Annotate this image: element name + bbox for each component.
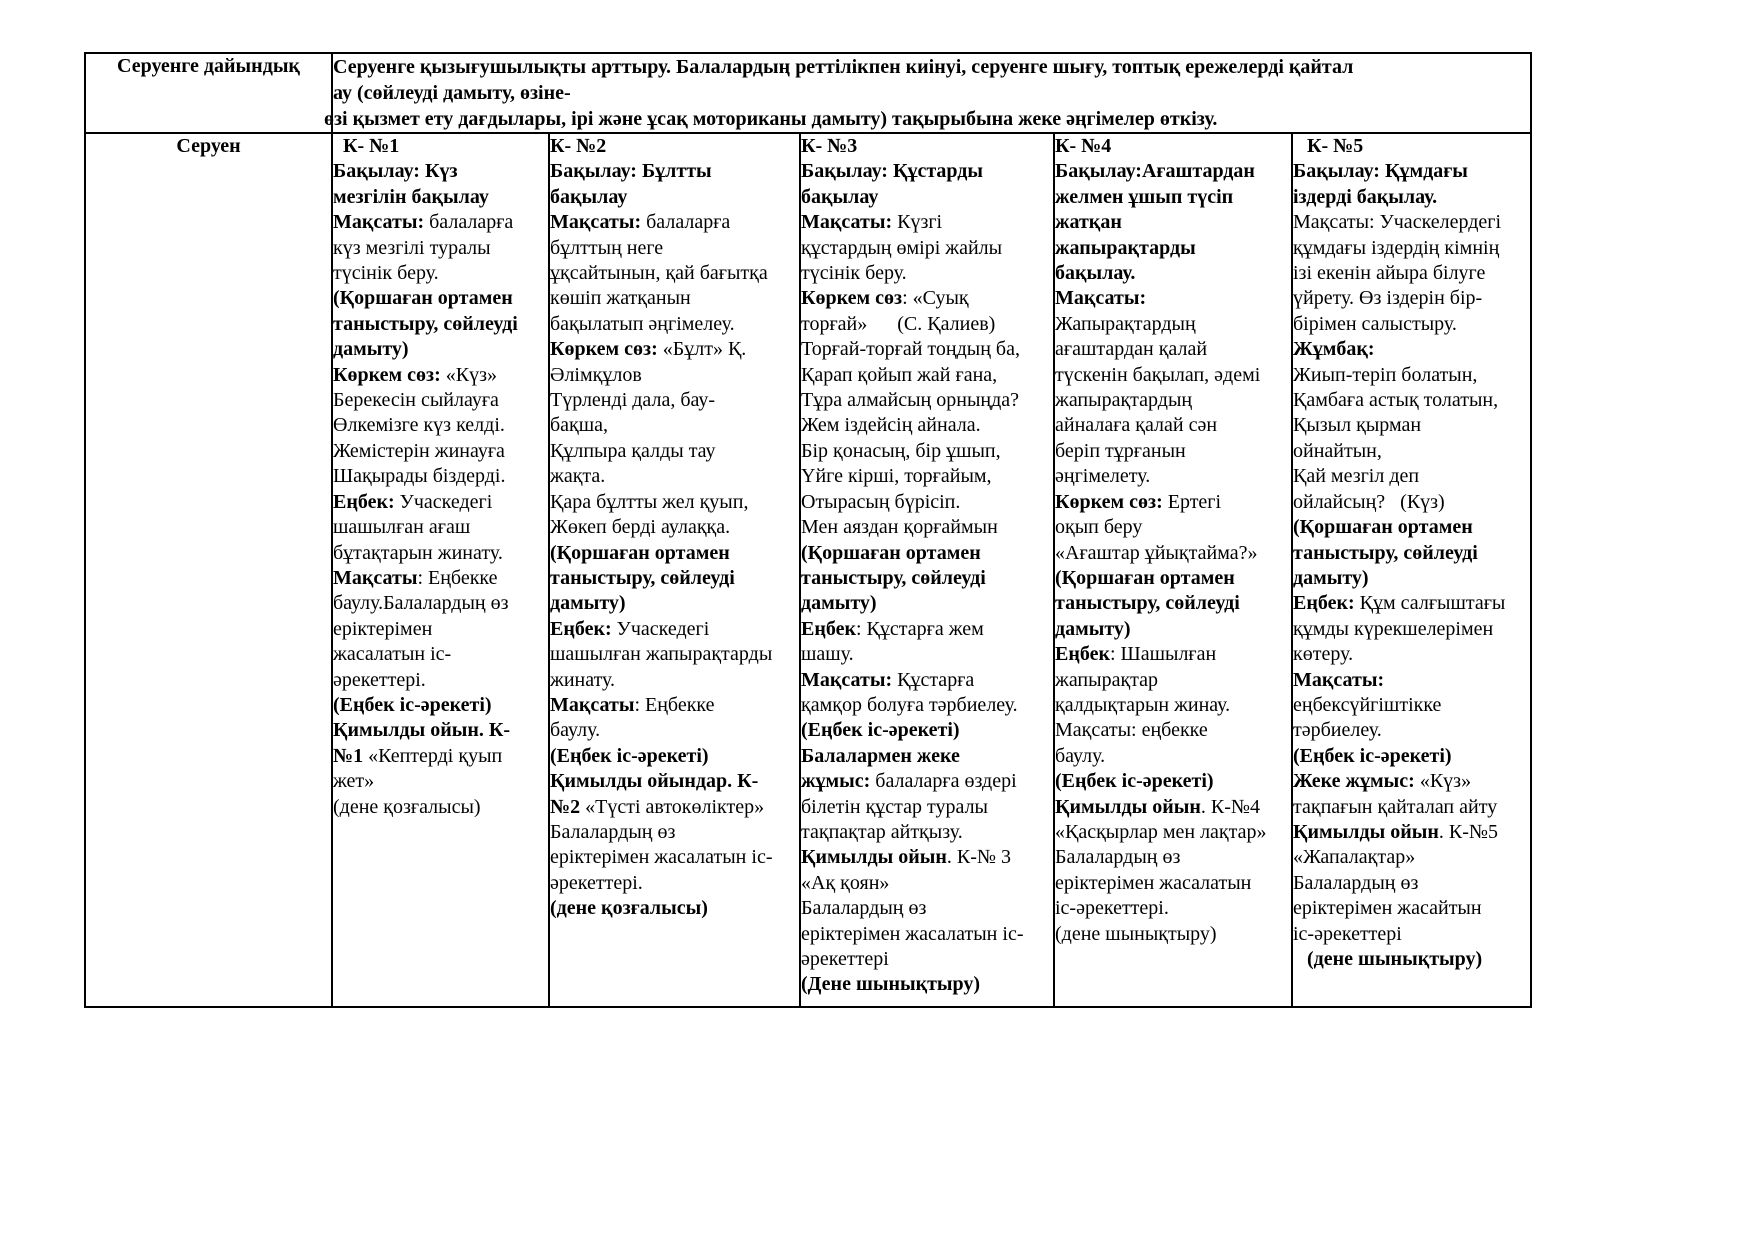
walk-preparation-row xyxy=(85,53,1531,133)
poem-line: Тұра алмайсың орныңда? xyxy=(801,389,1020,412)
work-goal: әрекеттері. xyxy=(333,668,426,691)
riddle-line: ойнайтын, xyxy=(1293,439,1382,462)
work-label: Еңбек: xyxy=(333,490,395,513)
work-goal-label: Мақсаты xyxy=(333,566,418,589)
goal-text: ізі екенін айыра білуге xyxy=(1293,262,1486,285)
game-text: (дене қозғалысы) xyxy=(550,897,708,920)
observation-title: бақылау xyxy=(550,185,628,208)
area-text: таныстыру, сөйлеуді xyxy=(1055,592,1240,615)
goal-text: Мақсаты: Учаскелердегі xyxy=(1293,211,1502,234)
game-label: Қимылды ойын xyxy=(1293,820,1439,843)
work-text: бұтақтарын жинату. xyxy=(333,541,503,564)
riddle-line: Қызыл қырман xyxy=(1293,414,1422,437)
game-text: еріктерімен жасалатын іс- xyxy=(550,846,773,869)
walk-row xyxy=(85,133,1531,1007)
game-text: Балалардың өз xyxy=(550,820,676,843)
game-text: еріктерімен жасалатын xyxy=(1055,871,1252,894)
prep-line: Серуенге қызығушылықты арттыру. Балалардың реттілікпен киінуі, серуенге шығу, топтық ережелерді қайтал xyxy=(333,56,1354,78)
poem-line: Шақырады біздерді. xyxy=(333,465,506,488)
observation-title: Бақылау: Күз xyxy=(333,160,458,183)
goal-text: әңгімелету. xyxy=(1055,465,1151,488)
area-text: дамыту) xyxy=(550,592,626,615)
activity-type: (Еңбек іс-әрекеті) xyxy=(801,719,960,742)
individual-work-text: тақпақтар айтқызу. xyxy=(801,820,963,843)
work-goal: жасалатын іс- xyxy=(333,643,452,666)
goal-text: түсінік беру. xyxy=(801,262,907,285)
artistic-word-label: Көркем сөз: xyxy=(333,363,441,386)
goal-label: Мақсаты: xyxy=(1055,287,1147,310)
goal-label: Мақсаты: xyxy=(333,211,425,234)
riddle-label: Жұмбақ: xyxy=(1293,338,1375,361)
riddle-line: Қай мезгіл деп xyxy=(1293,465,1420,488)
walk-card-k1 xyxy=(332,133,549,1007)
work-goal-label: Мақсаты: xyxy=(801,668,893,691)
work-text: Еңбек: Учаскедегі xyxy=(550,617,710,640)
poem-line: Жем іздейсің айнала. xyxy=(801,414,981,437)
game-text: Қимылды ойын. К-№5 xyxy=(1293,820,1498,843)
individual-work-text: білетін құстар туралы xyxy=(801,795,988,818)
observation-title: бақылау xyxy=(801,185,879,208)
walk-card-k3 xyxy=(800,133,1054,1007)
poem-line: Жөкеп берді аулаққа. xyxy=(550,516,731,539)
work-goal: тәрбиелеу. xyxy=(1293,719,1382,742)
work-text: шашылған жапырақтарды xyxy=(550,643,773,666)
game-text: іс-әрекеттері. xyxy=(1055,897,1169,920)
poem-line: Үйге кірші, торғайым, xyxy=(801,465,992,488)
poem-line: Қара бұлтты жел қуып, xyxy=(550,490,749,513)
area-text: (Қоршаған ортамен xyxy=(1293,516,1473,539)
poem-line: Бір қонасың, бір ұшып, xyxy=(801,439,1001,462)
work-goal: Мақсаты: еңбекке xyxy=(1055,719,1208,742)
artistic-word: «Ағаштар ұйықтайма?» xyxy=(1055,541,1258,564)
work-text: жинату. xyxy=(550,668,616,691)
game-label: Қимылды ойын xyxy=(801,846,947,869)
game-text: әрекеттері xyxy=(801,948,889,970)
game-text: №1 «Кептерді қуып xyxy=(333,744,503,767)
observation-title: желмен ұшып түсіп xyxy=(1055,185,1234,208)
goal-text: бұлттың неге xyxy=(550,236,664,259)
activity-type: (Еңбек іс-әрекеті) xyxy=(1055,770,1214,793)
individual-work-text: Жеке жұмыс: «Күз» xyxy=(1293,770,1472,793)
area-text: таныстыру, сөйлеуді xyxy=(550,566,735,589)
goal-text: түсінік беру. xyxy=(333,262,439,285)
area-text: (Қоршаған ортамен xyxy=(550,541,730,564)
goal-text: Жапырақтардың xyxy=(1055,312,1196,335)
riddle-line: Қамбаға астық толатын, xyxy=(1293,389,1499,412)
poem-line: торғай» (С. Қалиев) xyxy=(801,312,996,335)
goal-text: ағаштардан қалай xyxy=(1055,338,1208,361)
game-text: «Ақ қоян» xyxy=(801,871,890,894)
poem-line: Өлкемізге күз келді. xyxy=(333,414,505,437)
work-text: Еңбек: Шашылған xyxy=(1055,643,1217,666)
poem-line: Құлпыра қалды тау xyxy=(550,439,716,462)
daily-plan-table xyxy=(84,52,1532,1008)
riddle-line: ойлайсың? (Күз) xyxy=(1293,490,1445,513)
goal-label: Мақсаты: xyxy=(801,211,893,234)
individual-work-text: жұмыс: балаларға өздері xyxy=(801,770,1017,793)
artistic-word: Көркем сөз: Ертегі xyxy=(1055,490,1222,513)
work-label: Еңбек xyxy=(801,617,856,640)
game-title: Қимылды ойындар. К- xyxy=(550,770,759,793)
area-text: (Қоршаған ортамен xyxy=(333,287,513,310)
walk-card-k4 xyxy=(1054,133,1292,1007)
goal-text: бақылатып әңгімелеу. xyxy=(550,312,735,335)
card-title: К- №1 xyxy=(343,135,400,157)
goal-text: бірімен салыстыру. xyxy=(1293,312,1457,335)
area-text: таныстыру, сөйлеуді xyxy=(801,566,986,589)
game-text: «Қасқырлар мен лақтар» xyxy=(1055,820,1267,843)
goal-text: жапырақтардың xyxy=(1055,389,1193,412)
work-goal: баулу.Балалардың өз xyxy=(333,592,509,615)
poem-line: Әлімқұлов xyxy=(550,363,642,386)
game-text: №2 «Түсті автокөліктер» xyxy=(550,795,765,818)
poem-line: Мен аяздан қорғаймын xyxy=(801,516,998,539)
observation-title: жапырақтарды xyxy=(1055,236,1196,259)
game-text: әрекеттері. xyxy=(550,871,643,894)
game-text: Балалардың өз xyxy=(1055,846,1181,869)
goal-text: түскенін бақылап, әдемі xyxy=(1055,363,1261,386)
work-label: Еңбек: xyxy=(550,617,612,640)
work-goal-label: Мақсаты xyxy=(550,693,635,716)
poem-line: Берекесін сыйлауға xyxy=(333,389,499,412)
work-label: Еңбек: xyxy=(1293,592,1355,615)
game-text: Балалардың өз xyxy=(1293,871,1419,894)
work-goal: қамқор болуға тәрбиелеу. xyxy=(801,693,1018,716)
game-text: Қимылды ойын. К-№4 xyxy=(1055,795,1260,818)
walk-preparation-label: Серуенге дайындық xyxy=(85,53,332,133)
artistic-word: оқып беру xyxy=(1055,516,1143,539)
area-text: (Қоршаған ортамен xyxy=(1055,566,1235,589)
goal-text: Мақсаты: Күзгі xyxy=(801,211,943,234)
game-text: Балалардың өз xyxy=(801,897,927,920)
observation-title: Бақылау: Бұлтты xyxy=(550,160,712,183)
work-goal: Мақсаты: Еңбекке xyxy=(550,693,715,716)
prep-line: өзі қызмет ету дағдылары, ірі және ұсақ моториканы дамыту) тақырыбына жеке әңгімелер өткізу. xyxy=(324,108,1218,130)
game-text: (дене қозғалысы) xyxy=(333,795,481,818)
goal-text: ұқсайтынын, қай бағытқа xyxy=(550,262,768,285)
goal-text: айналаға қалай сән xyxy=(1055,414,1218,437)
game-text: (дене шынықтыру) xyxy=(1055,922,1217,945)
artistic-word: Көркем сөз: «Суық xyxy=(801,287,969,310)
artistic-word: Көркем сөз: «Күз» xyxy=(333,363,497,386)
walk-label: Серуен xyxy=(85,133,332,1007)
poem-line: Қарап қойып жай ғана, xyxy=(801,363,998,386)
game-text: (дене шынықтыру) xyxy=(1307,948,1483,970)
game-text: еріктерімен жасалатын іс- xyxy=(801,922,1024,945)
poem-line: жақта. xyxy=(550,465,606,488)
activity-type: (Еңбек іс-әрекеті) xyxy=(550,744,709,767)
artistic-word-label: Көркем сөз xyxy=(801,287,903,310)
work-label: Еңбек xyxy=(1055,643,1110,666)
area-text: дамыту) xyxy=(1293,566,1369,589)
game-text: еріктерімен жасайтын xyxy=(1293,897,1482,920)
poem-line: Түрленді дала, бау- xyxy=(550,389,716,412)
work-goal: Мақсаты: Еңбекке xyxy=(333,566,498,589)
game-label: Қимылды ойын xyxy=(1055,795,1201,818)
work-text: жапырақтар xyxy=(1055,668,1159,691)
game-title: Қимылды ойын. К- xyxy=(333,719,511,742)
area-text: таныстыру, сөйлеуді xyxy=(333,312,518,335)
goal-text: Мақсаты: балаларға xyxy=(550,211,731,234)
work-text: Еңбек: Учаскедегі xyxy=(333,490,493,513)
work-goal: баулу. xyxy=(1055,744,1106,767)
area-text: таныстыру, сөйлеуді xyxy=(1293,541,1478,564)
artistic-word: Көркем сөз: «Бұлт» Қ. xyxy=(550,338,747,361)
individual-work-text: тақпағын қайталап айту xyxy=(1293,795,1498,818)
goal-text: құстардың өмірі жайлы xyxy=(801,236,1003,259)
work-goal: Мақсаты: Құстарға xyxy=(801,668,975,691)
poem-line: Отырасың бүрісіп. xyxy=(801,490,961,513)
goal-label: Мақсаты: xyxy=(550,211,642,234)
observation-title: жатқан xyxy=(1055,211,1122,234)
card-title: К- №5 xyxy=(1307,135,1364,157)
work-text: құмды күрекшелерімен xyxy=(1293,617,1494,640)
artistic-word-label: Көркем сөз: xyxy=(550,338,658,361)
work-text: көтеру. xyxy=(1293,643,1354,666)
game-text: жет» xyxy=(333,770,375,793)
game-text: «Жапалақтар» xyxy=(1293,846,1416,869)
poem-line: Жемістерін жинауға xyxy=(333,439,505,462)
work-goal-label: Мақсаты: xyxy=(1293,668,1385,691)
goal-text: құмдағы іздердің кімнің xyxy=(1293,236,1500,259)
work-goal: еңбексүйгіштікке xyxy=(1293,693,1442,716)
artistic-word-label: Көркем сөз: xyxy=(1055,490,1163,513)
goal-text: үйрету. Өз іздерін бір- xyxy=(1293,287,1483,310)
area-text: (Қоршаған ортамен xyxy=(801,541,981,564)
card-title: К- №2 xyxy=(550,135,607,157)
activity-type: (Еңбек іс-әрекеті) xyxy=(333,693,492,716)
observation-title: іздерді бақылау. xyxy=(1293,185,1438,208)
riddle-line: Жиып-теріп болатын, xyxy=(1293,363,1478,386)
walk-card-k5 xyxy=(1292,133,1531,1007)
work-text: шашу. xyxy=(801,643,854,666)
observation-title: Бақылау:Ағаштардан xyxy=(1055,160,1255,183)
work-goal: баулу. xyxy=(550,719,601,742)
goal-text: күз мезгілі туралы xyxy=(333,236,491,259)
observation-title: мезгілін бақылау xyxy=(333,185,489,208)
individual-work-title: Балалармен жеке xyxy=(801,744,960,767)
area-text: дамыту) xyxy=(333,338,409,361)
work-text: шашылған ағаш xyxy=(333,516,471,539)
observation-title: Бақылау: Құмдағы xyxy=(1293,160,1468,183)
goal-text: көшіп жатқанын xyxy=(550,287,691,310)
game-text: іс-әрекеттері xyxy=(1293,922,1402,945)
area-text: дамыту) xyxy=(801,592,877,615)
area-text: дамыту) xyxy=(1055,617,1131,640)
individual-work-label: Жеке жұмыс: xyxy=(1293,770,1415,793)
card-title: К- №3 xyxy=(801,135,858,157)
work-text: Еңбек: Құм салғыштағы xyxy=(1293,592,1506,615)
goal-text: Мақсаты: балаларға xyxy=(333,211,514,234)
work-text: қалдықтарын жинау. xyxy=(1055,693,1231,716)
poem-line: бақша, xyxy=(550,414,609,437)
goal-text: беріп тұрғанын xyxy=(1055,439,1186,462)
work-text: Еңбек: Құстарға жем xyxy=(801,617,984,640)
work-goal: еріктерімен xyxy=(333,617,433,640)
game-text: (Дене шынықтыру) xyxy=(801,973,981,996)
activity-type: (Еңбек іс-әрекеті) xyxy=(1293,744,1452,767)
walk-preparation-description xyxy=(324,53,1531,133)
poem-line: Торғай-торғай тоңдың ба, xyxy=(801,338,1020,361)
prep-line: ау (сөйлеуді дамыту, өзіне- xyxy=(333,82,571,104)
card-title: К- №4 xyxy=(1055,135,1112,157)
observation-title: Бақылау: Құстарды xyxy=(801,160,984,183)
game-text: Қимылды ойын. К-№ 3 xyxy=(801,846,1011,869)
walk-card-k2 xyxy=(549,133,800,1007)
observation-title: бақылау. xyxy=(1055,262,1136,285)
